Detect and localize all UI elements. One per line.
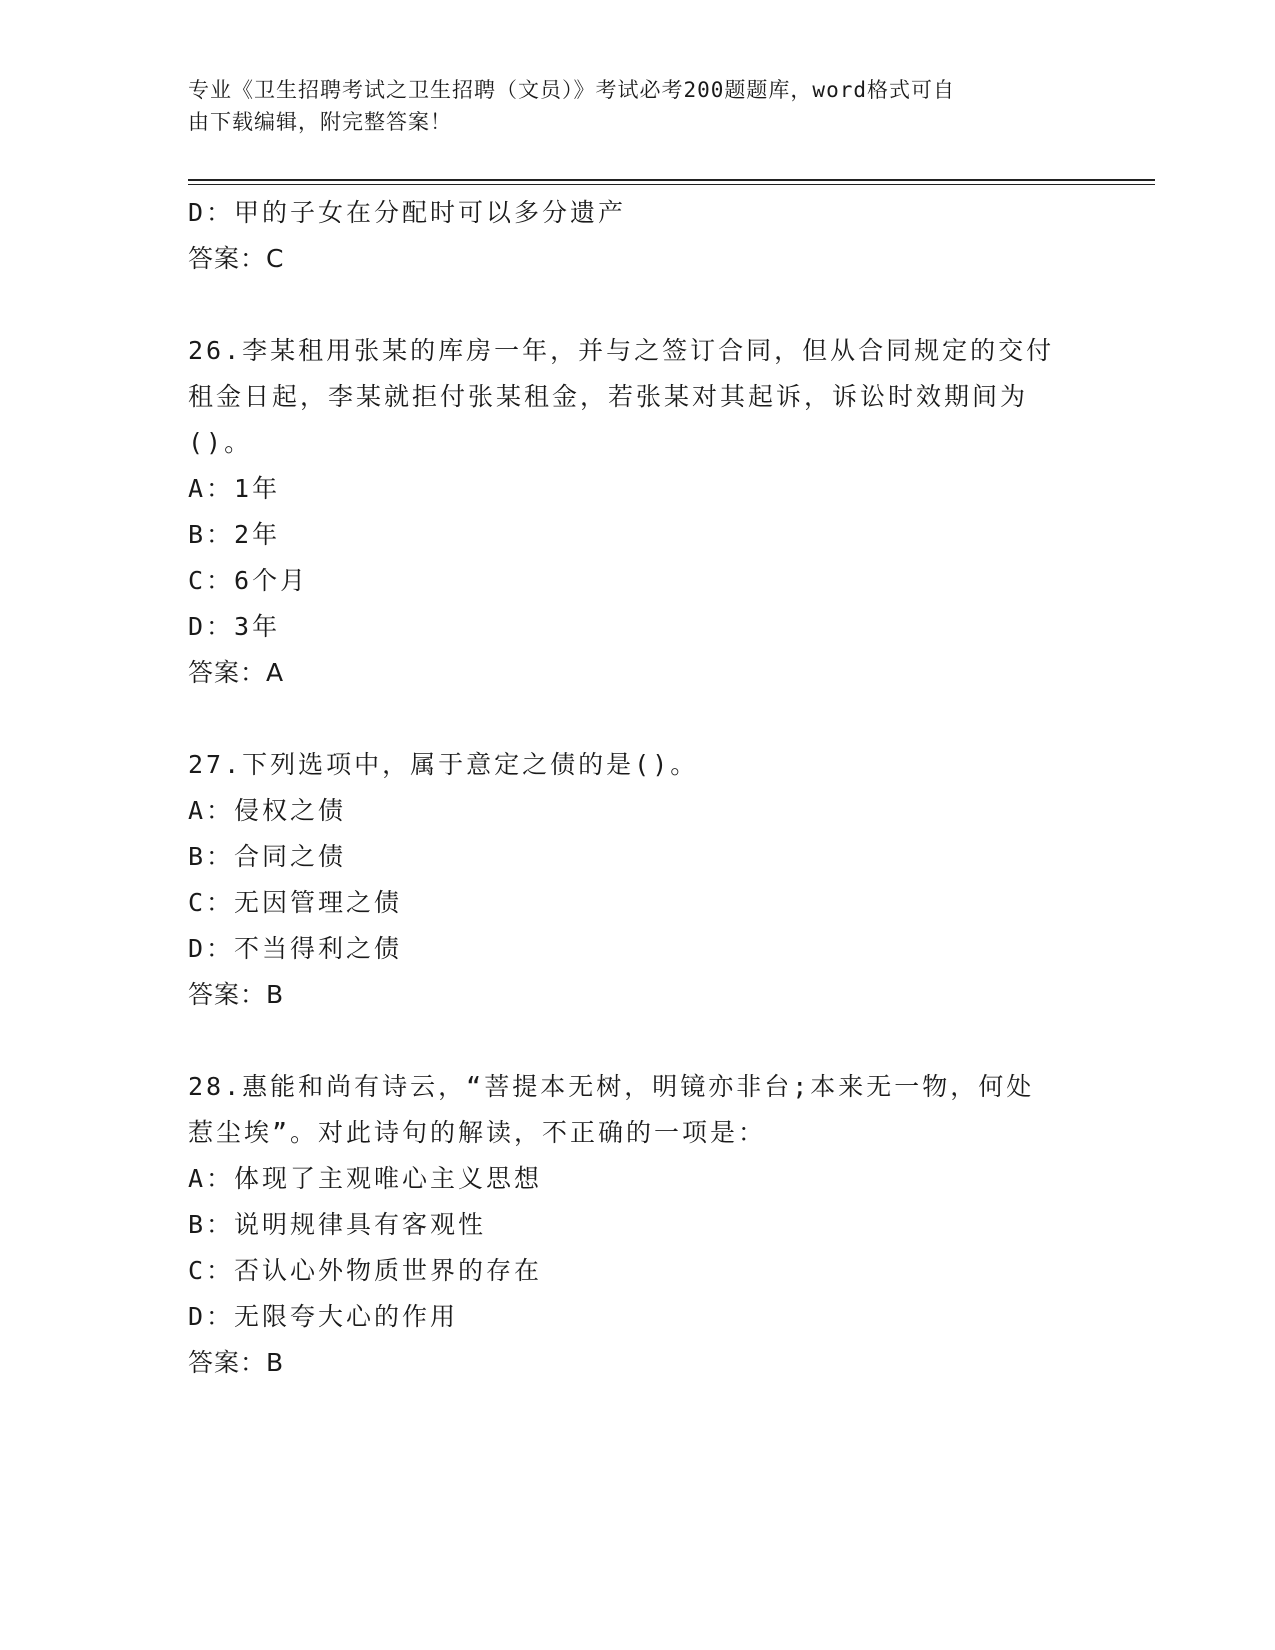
- option-b: B：2年: [188, 520, 281, 549]
- option-a: A：体现了主观唯心主义思想: [188, 1164, 543, 1193]
- question-stem-line: ()。: [188, 428, 253, 457]
- carryover-question: [188, 190, 1088, 282]
- header-divider-thick: [188, 179, 1155, 181]
- header-divider-thin: [188, 184, 1155, 185]
- option-a: A：侵权之债: [188, 796, 347, 825]
- option-d: D：甲的子女在分配时可以多分遗产: [188, 198, 627, 227]
- answer-line: 答案：B: [188, 1348, 285, 1377]
- option-c: C：否认心外物质世界的存在: [188, 1256, 543, 1285]
- option-d: D：不当得利之债: [188, 934, 403, 963]
- option-d: D：无限夸大心的作用: [188, 1302, 459, 1331]
- spacer: [188, 282, 1088, 328]
- spacer: [188, 696, 1088, 742]
- option-b: B：说明规律具有客观性: [188, 1210, 487, 1239]
- option-c: C：无因管理之债: [188, 888, 403, 917]
- question-stem-line: 26.李某租用张某的库房一年，并与之签订合同，但从合同规定的交付: [188, 336, 1055, 365]
- answer-line: 答案：B: [188, 980, 285, 1009]
- option-b: B：合同之债: [188, 842, 347, 871]
- question-27: [188, 742, 1088, 1018]
- header-line-1: 专业《卫生招聘考试之卫生招聘（文员）》考试必考200题题库，word格式可自: [188, 78, 955, 102]
- question-list: [188, 190, 1088, 1386]
- answer-line: 答案：C: [188, 244, 285, 273]
- answer-line: 答案：A: [188, 658, 285, 687]
- document-header: [188, 74, 1068, 138]
- option-d: D：3年: [188, 612, 281, 641]
- question-26: [188, 328, 1088, 696]
- header-line-2: 由下载编辑，附完整答案！: [188, 110, 452, 134]
- question-stem-line: 惹尘埃”。对此诗句的解读，不正确的一项是：: [188, 1118, 767, 1147]
- option-a: A：1年: [188, 474, 281, 503]
- question-stem-line: 租金日起，李某就拒付张某租金，若张某对其起诉，诉讼时效期间为: [188, 382, 1029, 411]
- spacer: [188, 1018, 1088, 1064]
- question-stem-line: 27.下列选项中，属于意定之债的是()。: [188, 750, 699, 779]
- option-c: C：6个月: [188, 566, 309, 595]
- question-28: [188, 1064, 1088, 1386]
- question-stem-line: 28.惠能和尚有诗云，“菩提本无树，明镜亦非台;本来无一物，何处: [188, 1072, 1035, 1101]
